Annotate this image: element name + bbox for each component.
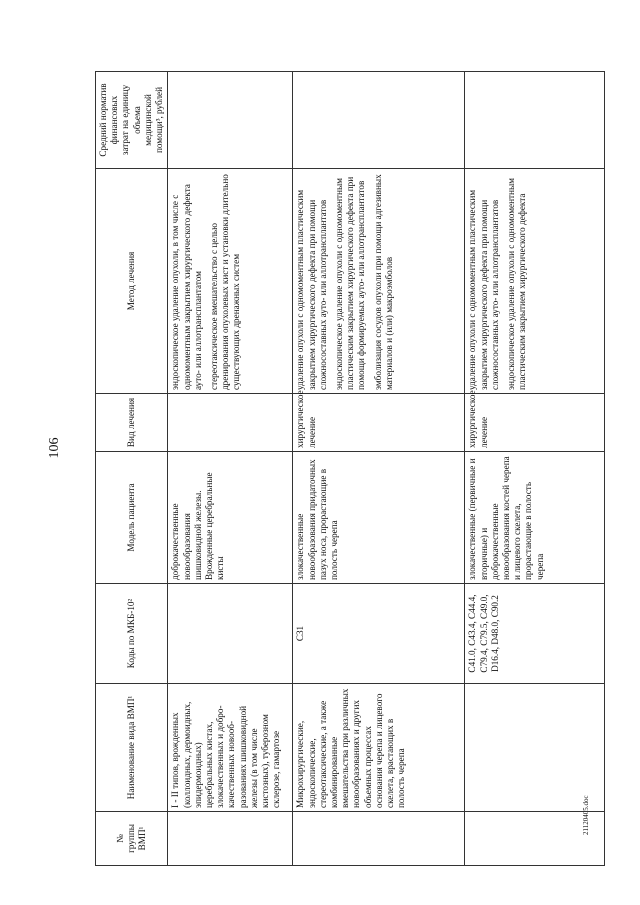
cell-codes: C31 [293,584,465,684]
cell-cost [293,72,465,169]
rotated-table-wrapper [95,72,600,866]
method-line: стереотаксическое вмешательство с целью дренирования опухолевых кист и установки длительно существующих дренажных систем [208,174,242,390]
cell-codes [168,584,293,684]
table-row [465,72,605,866]
cell-method [168,169,293,394]
cell-type: хирургическое лечение [465,394,605,452]
cell-type: хирургическое лечение [293,394,465,452]
page-number: 106 [47,437,62,459]
method-line: эндоскопическое удаление опухоли с одномоментным пластическим закрытием хирургического дефекта [505,178,528,390]
cell-cost [465,72,605,169]
cell-model: злокачественные (первичные и вторичные) и доброкачественные новообразования костей черепа и лицевого скелета, прорастающие в полость черепа [465,452,605,584]
cell-model: доброкачественные новообразования шишковидной железы. Врожденные церебральные кисты [168,452,293,584]
cell-name: Микрохирургические, эндоскопические, стереотаксические, а также комбинированные вмешательства при различных новообразованиях и других объемных процессах основания черепа и лицевого скелета, врастающих в полость черепа [293,684,465,812]
table-row [293,72,465,866]
header-model: Модель пациента [96,452,168,584]
document-code: 21120405.doc [582,795,590,835]
header-cost: Средний норматив финансовых затрат на единицу объема медицинской помощи³, рублей [96,72,168,169]
cell-model: злокачественные новообразования придаточных пазух носа, прорастающие в полость черепа [293,452,465,584]
header-group: № группы ВМП¹ [96,812,168,866]
cell-group [293,812,465,866]
table-header-row [96,72,168,866]
method-line: эндоскопическое удаление опухоли с одномоментным пластическим закрытием хирургического дефекта при помощи формируемых ауто- или аллотрансплантатов [333,176,367,390]
method-line: эмболизация сосудов опухоли при помощи адгезивных материалов и (или) макроэмболов [372,174,394,390]
cell-type [168,394,293,452]
method-line: удаление опухоли с одномоментным пластическим закрытием хирургического дефекта при помощи сложносоставных ауто- или аллотрансплантатов [295,189,328,390]
header-type: Вид лечения [96,394,168,452]
table-row [168,72,293,866]
cell-codes: C41.0, C43.4, C44.4, C79.4, C79.5, C49.0, D16.4, D48.0, C90.2 [465,584,605,684]
method-line: эндоскопическое удаление опухоли, в том числе с одномоментным закрытием хирургического дефекта ауто- или аллотрансплантатом [170,184,203,390]
cell-name: I - II типов, врожденных (коллоидных, дермоидных, эпидермоидных) церебральных кистах, злокачественных и добро-качественных новооб-разованиях шишковидной железы (в том числе кистозных), туберозном склерозе, гамартозе [168,684,293,812]
cell-method [293,169,465,394]
header-method: Метод лечения [96,169,168,394]
method-line: удаление опухоли с одномоментным пластическим закрытием хирургического дефекта при помощи сложносоставных ауто- или аллотрансплантатов [467,189,500,390]
cell-name [465,684,605,812]
cell-group [168,812,293,866]
cell-group [465,812,605,866]
header-codes: Коды по МКБ-10² [96,584,168,684]
cell-method [465,169,605,394]
cell-cost [168,72,293,169]
vmp-table [95,71,605,866]
header-name: Наименование вида ВМП¹ [96,684,168,812]
